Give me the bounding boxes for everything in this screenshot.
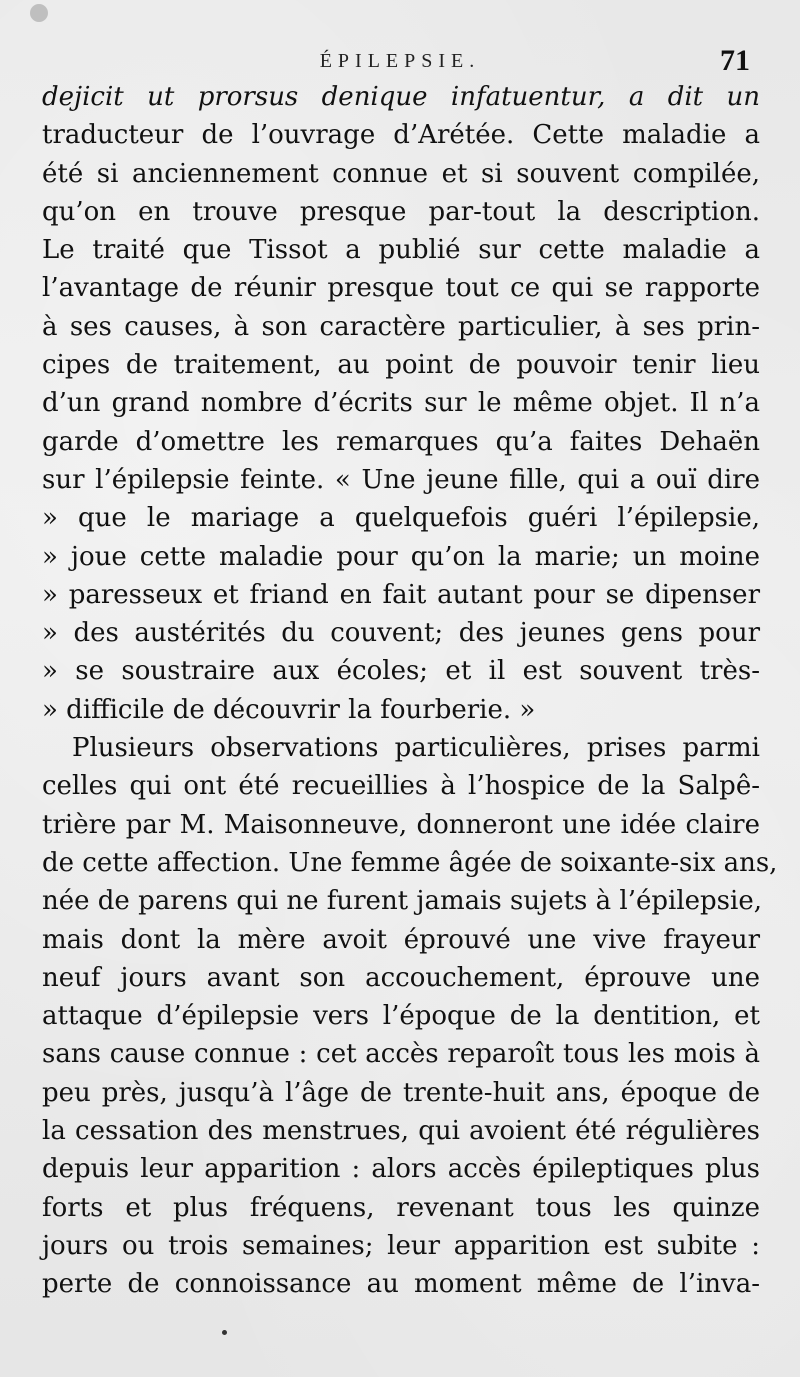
text-line: » joue cette maladie pour qu’on la marie; un moine — [42, 541, 760, 572]
page-number: 71 — [720, 44, 750, 77]
text-line: garde d’omettre les remarques qu’a faites Dehaën — [42, 426, 760, 457]
text-line: » des austérités du couvent; des jeunes gens pour — [42, 618, 760, 649]
text-line: jours ou trois semaines; leur apparition est subite : — [42, 1230, 760, 1261]
running-head: ÉPILEPSIE. — [319, 50, 481, 72]
text-line: l’avantage de réunir presque tout ce qui se rapporte — [42, 273, 760, 304]
text-line: perte de connoissance au moment même de l’inva- — [42, 1269, 760, 1300]
text-line: Le traité que Tissot a publié sur cette maladie a — [42, 235, 760, 266]
text-line: forts et plus fréquens, revenant tous les quinze — [42, 1192, 760, 1223]
text-line: cipes de traitement, au point de pouvoir tenir lieu — [42, 350, 760, 381]
text-line: de cette affection. Une femme âgée de soixante-six ans, — [42, 847, 778, 878]
text-line: » difficile de découvrir la fourberie. » — [42, 694, 536, 725]
text-line: » paresseux et friand en fait autant pour se dipenser — [42, 579, 760, 610]
text-line: neuf jours avant son accouchement, éprouve une — [42, 962, 760, 993]
text-line: Plusieurs observations particulières, prises parmi — [72, 733, 760, 764]
text-line: » se soustraire aux écoles; et il est souvent très- — [42, 656, 760, 687]
text-line: d’un grand nombre d’écrits sur le même objet. Il n’a — [42, 388, 760, 419]
ink-mark — [222, 1330, 227, 1335]
text-line: attaque d’épilepsie vers l’époque de la dentition, et — [42, 1001, 760, 1032]
text-line: été si anciennement connue et si souvent compilée, — [42, 158, 760, 189]
text-line: trière par M. Maisonneuve, donneront une idée claire — [42, 809, 760, 840]
text-line: celles qui ont été recueillies à l’hospice de la Salpê- — [42, 771, 760, 802]
text-line: » que le mariage a quelquefois guéri l’épilepsie, — [42, 503, 760, 534]
text-line: à ses causes, à son caractère particulier, à ses prin- — [42, 311, 760, 342]
text-line: sans cause connue : cet accès reparoît tous les mois à — [42, 1039, 760, 1070]
text-line: qu’on en trouve presque par-tout la description. — [42, 196, 760, 227]
text-line: sur l’épilepsie feinte. « Une jeune fille, qui a ouï dire — [42, 464, 760, 495]
text-line: dejicit ut prorsus denique infatuentur, a dit un — [42, 82, 760, 112]
text-line: depuis leur apparition : alors accès épileptiques plus — [42, 1154, 760, 1185]
text-line: traducteur de l’ouvrage d’Arétée. Cette maladie a — [42, 120, 760, 151]
text-line: la cessation des menstrues, qui avoient été régulières — [42, 1116, 760, 1147]
body-text — [42, 78, 778, 1304]
text-line: née de parens qui ne furent jamais sujets à l’épilepsie, — [42, 886, 762, 917]
text-line: peu près, jusqu’à l’âge de trente-huit ans, époque de — [42, 1077, 760, 1108]
text-line: mais dont la mère avoit éprouvé une vive frayeur — [42, 924, 760, 955]
ink-spot — [30, 4, 48, 22]
